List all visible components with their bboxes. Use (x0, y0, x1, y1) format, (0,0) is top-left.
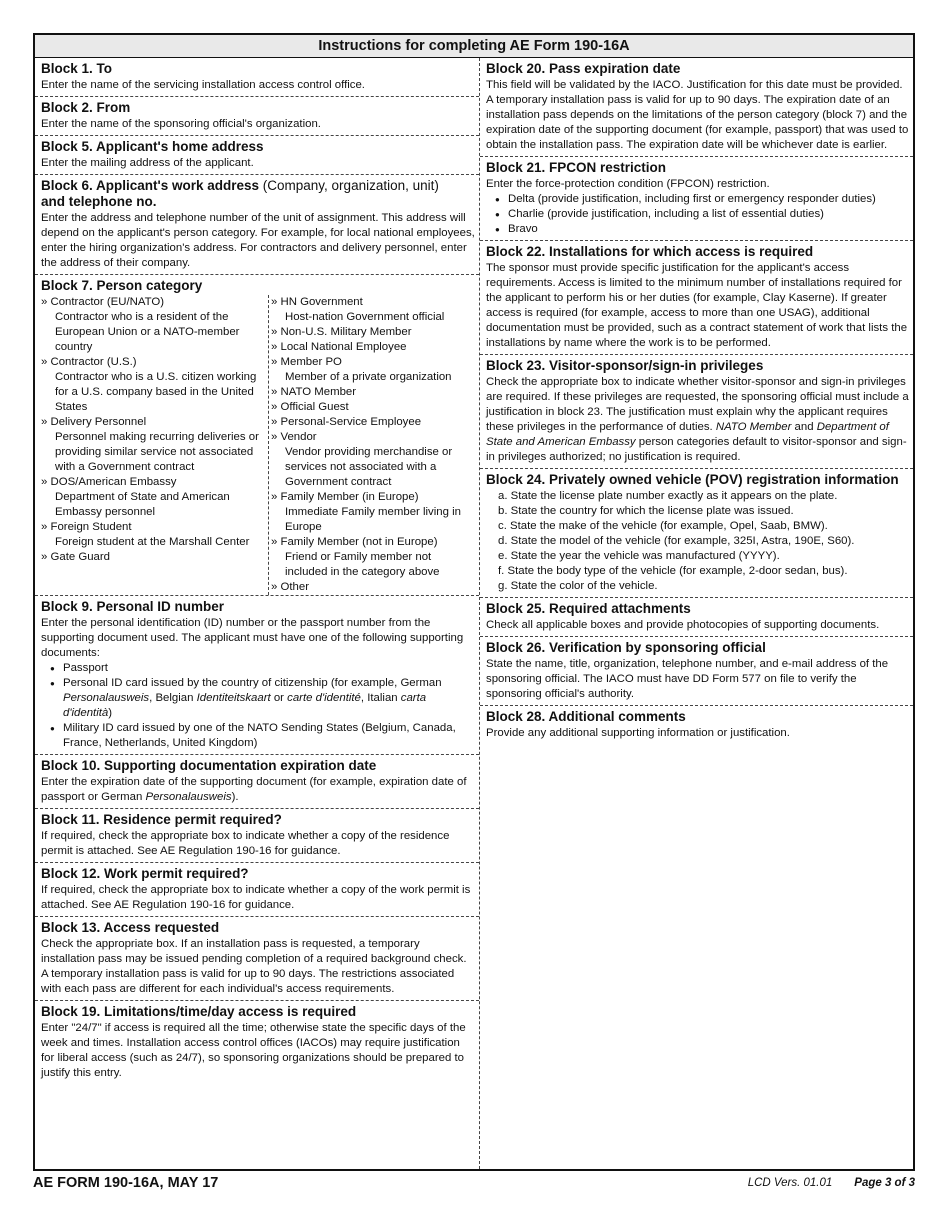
text-run-italic: carta d'identità (63, 692, 427, 719)
person-category-title: » Vendor (271, 431, 317, 443)
block-12-text: If required, check the appropriate box to indicate whether a copy of the work permit is attached. See AE Regulation 190-16 for guidance. (41, 884, 471, 911)
block-11 (35, 809, 479, 863)
right-column (480, 58, 913, 1169)
block-13 (35, 917, 479, 1001)
block-5-heading: Block 5. Applicant's home address (41, 139, 264, 154)
person-category-title: » DOS/American Embassy (41, 476, 176, 488)
block-6-heading-bold: Block 6. Applicant's work address (41, 178, 260, 193)
block-6-heading (41, 178, 475, 210)
person-category-description: Personnel making recurring deliveries or providing similar service not associated with a Government contract (55, 431, 259, 473)
block-9-list (41, 661, 475, 751)
block-19-heading: Block 19. Limitations/time/day access is required (41, 1004, 357, 1019)
page-number: Page 3 of 3 (854, 1177, 915, 1189)
person-category-list (41, 295, 475, 595)
block-23 (480, 355, 913, 469)
block-6-heading-line2: and telephone no. (41, 194, 157, 209)
text-run-italic: Personalausweis (145, 791, 232, 803)
person-category-item (271, 355, 475, 385)
block-26-text: State the name, title, organization, telephone number, and e-mail address of the sponsoring official. The IACO must have DD Form 577 on file to verify the sponsoring official's authority. (486, 658, 889, 700)
list-item: ● Charlie (provide justification, including a list of essential duties) (486, 207, 909, 222)
list-item: g. State the color of the vehicle. (498, 580, 658, 592)
person-category-description: Immediate Family member living in Europe (285, 506, 461, 533)
text-run: ). (231, 791, 239, 803)
block-21-list (486, 192, 909, 237)
person-category-item (41, 355, 268, 415)
block-23-text (486, 375, 909, 465)
block-7 (35, 275, 479, 596)
block-22-text: The sponsor must provide specific justification for the applicant's access requirements. Access is limited to the minimum number of installations required for the applicant to perform his or her duties (for example, Clay Kaserne). If greater access is required (for example, access to more than one USAG), additional documentation must be provided, such as a contract statement of work that lists the installations by name where the work is to be performed. (486, 262, 908, 349)
text-run: , Italian (360, 692, 401, 704)
version-label: LCD Vers. 01.01 (747, 1177, 833, 1189)
text-run: and (791, 421, 817, 433)
list-item: c. State the make of the vehicle (for example, Opel, Saab, BMW). (498, 520, 828, 532)
page-footer (33, 1175, 915, 1195)
person-category-title: » Contractor (EU/NATO) (41, 296, 164, 308)
person-category-title: » Member PO (271, 356, 342, 368)
person-category-title: » HN Government (271, 296, 363, 308)
block-1-heading: Block 1. To (41, 61, 113, 76)
block-23-heading: Block 23. Visitor-sponsor/sign-in privileges (486, 358, 764, 373)
person-category-description: Host-nation Government official (285, 311, 445, 323)
block-6-heading-normal: (Company, organization, unit) (259, 178, 439, 193)
block-5 (35, 136, 479, 175)
person-category-title: » Official Guest (271, 401, 349, 413)
block-2-heading: Block 2. From (41, 100, 131, 115)
block-28-heading: Block 28. Additional comments (486, 709, 686, 724)
text-run-italic: Personalausweis (63, 692, 150, 704)
text-run: Enter the expiration date of the supporting document (for example, expiration date of passport or German (41, 776, 467, 803)
person-category-title: » Foreign Student (41, 521, 132, 533)
person-category-item (271, 535, 475, 580)
left-column (35, 58, 480, 1169)
person-category-item (271, 340, 475, 355)
person-category-description: Department of State and American Embassy personnel (55, 491, 230, 518)
text-run-italic: NATO Member (715, 421, 792, 433)
text-run: Personal ID card issued by the country of citizenship (for example, German (63, 677, 442, 689)
person-category-title: » Contractor (U.S.) (41, 356, 137, 368)
block-6 (35, 175, 479, 275)
block-20-heading: Block 20. Pass expiration date (486, 61, 681, 76)
person-category-item (41, 475, 268, 520)
person-category-item (271, 430, 475, 490)
text-run: Check the appropriate box to indicate whether visitor-sponsor and sign-in privileges are required. If these privileges are requested, the sponsoring official must include a justification in block 23. The justification must explain why the applicant requires these privileges in the performance of duties. (486, 376, 909, 433)
block-6-text: Enter the address and telephone number of the unit of assignment. This address will depend on the applicant's person category. For example, for local national employees, enter the hiring organization's address. For contractors and delivery personnel, enter the address of their company. (41, 212, 475, 269)
form-frame (33, 33, 915, 1171)
block-19 (35, 1001, 479, 1084)
list-item: ● Passport (41, 661, 475, 676)
person-category-item (41, 295, 268, 355)
block-12-heading: Block 12. Work permit required? (41, 866, 249, 881)
block-13-heading: Block 13. Access requested (41, 920, 220, 935)
block-24 (480, 469, 913, 598)
person-category-item (271, 385, 475, 400)
person-category-column-2 (268, 295, 475, 595)
list-item: ● Bravo (486, 222, 909, 237)
person-category-title: » Family Member (in Europe) (271, 491, 419, 503)
form-number: AE FORM 190-16A, MAY 17 (33, 1175, 219, 1191)
person-category-description: Foreign student at the Marshall Center (55, 536, 250, 548)
text-run: , Belgian (149, 692, 197, 704)
block-13-text: Check the appropriate box. If an installation pass is requested, a temporary installation pass may be issued pending completion of a required background check. A temporary installation pass is valid for up to 90 days. The restrictions associated with each pass are different for each individual's access requirements. (41, 938, 467, 995)
block-7-heading: Block 7. Person category (41, 278, 203, 293)
page-title: Instructions for completing AE Form 190-16A (35, 35, 913, 58)
block-2-text: Enter the name of the sponsoring official's organization. (41, 118, 321, 130)
block-25-heading: Block 25. Required attachments (486, 601, 691, 616)
person-category-description: Friend or Family member not included in the category above (285, 551, 440, 578)
person-category-item (41, 550, 268, 565)
block-25-text: Check all applicable boxes and provide photocopies of supporting documents. (486, 619, 880, 631)
person-category-item (271, 295, 475, 325)
person-category-item (271, 415, 475, 430)
person-category-title: » Gate Guard (41, 551, 110, 563)
block-26-heading: Block 26. Verification by sponsoring official (486, 640, 766, 655)
block-11-text: If required, check the appropriate box to indicate whether a copy of the residence permit is attached. See AE Regulation 190-16 for guidance. (41, 830, 450, 857)
block-9 (35, 596, 479, 755)
person-category-item (271, 325, 475, 340)
block-10 (35, 755, 479, 809)
person-category-item (271, 580, 475, 595)
person-category-description: Contractor who is a U.S. citizen working for a U.S. company based in the United States (55, 371, 257, 413)
footer-right (748, 1177, 915, 1189)
person-category-title: » NATO Member (271, 386, 356, 398)
person-category-title: » Family Member (not in Europe) (271, 536, 438, 548)
list-item: ● Delta (provide justification, including first or emergency responder duties) (486, 192, 909, 207)
person-category-description: Contractor who is a resident of the European Union or a NATO-member country (55, 311, 240, 353)
block-9-heading: Block 9. Personal ID number (41, 599, 225, 614)
block-19-text: Enter "24/7" if access is required all the time; otherwise state the specific days of the week and times. Installation access control offices (IACOs) may require justification for liberal access (such as 24/7), so sponsoring organizations should be prepared to justify this entry. (41, 1022, 466, 1079)
block-21 (480, 157, 913, 241)
block-22-heading: Block 22. Installations for which access is required (486, 244, 814, 259)
person-category-item (41, 520, 268, 550)
block-20 (480, 58, 913, 157)
block-1 (35, 58, 479, 97)
block-28 (480, 706, 913, 744)
person-category-title: » Delivery Personnel (41, 416, 146, 428)
block-21-heading: Block 21. FPCON restriction (486, 160, 667, 175)
block-25 (480, 598, 913, 637)
block-21-text: Enter the force-protection condition (FPCON) restriction. (486, 178, 770, 190)
person-category-item (271, 400, 475, 415)
block-2 (35, 97, 479, 136)
person-category-title: » Non-U.S. Military Member (271, 326, 412, 338)
person-category-title: » Other (271, 581, 309, 593)
list-item: d. State the model of the vehicle (for example, 325I, Astra, 190E, S60). (498, 535, 855, 547)
block-11-heading: Block 11. Residence permit required? (41, 812, 282, 827)
block-24-list (486, 489, 909, 594)
person-category-description: Member of a private organization (285, 371, 452, 383)
text-run: or (270, 692, 288, 704)
list-item: ● Military ID card issued by one of the NATO Sending States (Belgium, Canada, France, Netherlands, United Kingdom) (41, 721, 475, 751)
block-24-heading: Block 24. Privately owned vehicle (POV) registration information (486, 472, 899, 487)
person-category-description: Vendor providing merchandise or services not associated with a Government contract (285, 446, 453, 488)
text-run-italic: carte d'identité (287, 692, 361, 704)
person-category-item (41, 415, 268, 475)
text-run-italic: Department of State and American Embassy (486, 421, 889, 448)
list-item (41, 676, 475, 721)
block-20-text: This field will be validated by the IACO. Justification for this date must be provided. A temporary installation pass is valid for up to 90 days. The expiration date of an installation pass depends on the limitations of the person category (block 7) and the expiration date of the supporting document (for example, passport) that was used to obtain the installation pass. The expiration date will be whichever date is earlier. (486, 79, 909, 151)
person-category-item (271, 490, 475, 535)
block-26 (480, 637, 913, 706)
block-9-text: Enter the personal identification (ID) number or the passport number from the supporting document used. The applicant must have one of the following supporting documents: (41, 617, 464, 659)
list-item: a. State the license plate number exactly as it appears on the plate. (498, 490, 838, 502)
list-item: b. State the country for which the license plate was issued. (498, 505, 794, 517)
text-run: person categories default to visitor-sponsor and sign-in privileges authorized; no justification is required. (486, 436, 907, 463)
block-10-text (41, 775, 475, 805)
block-5-text: Enter the mailing address of the applicant. (41, 157, 254, 169)
text-run: ) (108, 707, 113, 719)
block-22 (480, 241, 913, 355)
person-category-title: » Local National Employee (271, 341, 407, 353)
block-10-heading: Block 10. Supporting documentation expiration date (41, 758, 377, 773)
list-item: f. State the body type of the vehicle (for example, 2-door sedan, bus). (498, 565, 848, 577)
block-12 (35, 863, 479, 917)
block-28-text: Provide any additional supporting information or justification. (486, 727, 790, 739)
text-run-italic: Identiteitskaart (196, 692, 271, 704)
person-category-column-1 (41, 295, 268, 595)
list-item: e. State the year the vehicle was manufactured (YYYY). (498, 550, 780, 562)
person-category-title: » Personal-Service Employee (271, 416, 421, 428)
block-1-text: Enter the name of the servicing installation access control office. (41, 79, 365, 91)
